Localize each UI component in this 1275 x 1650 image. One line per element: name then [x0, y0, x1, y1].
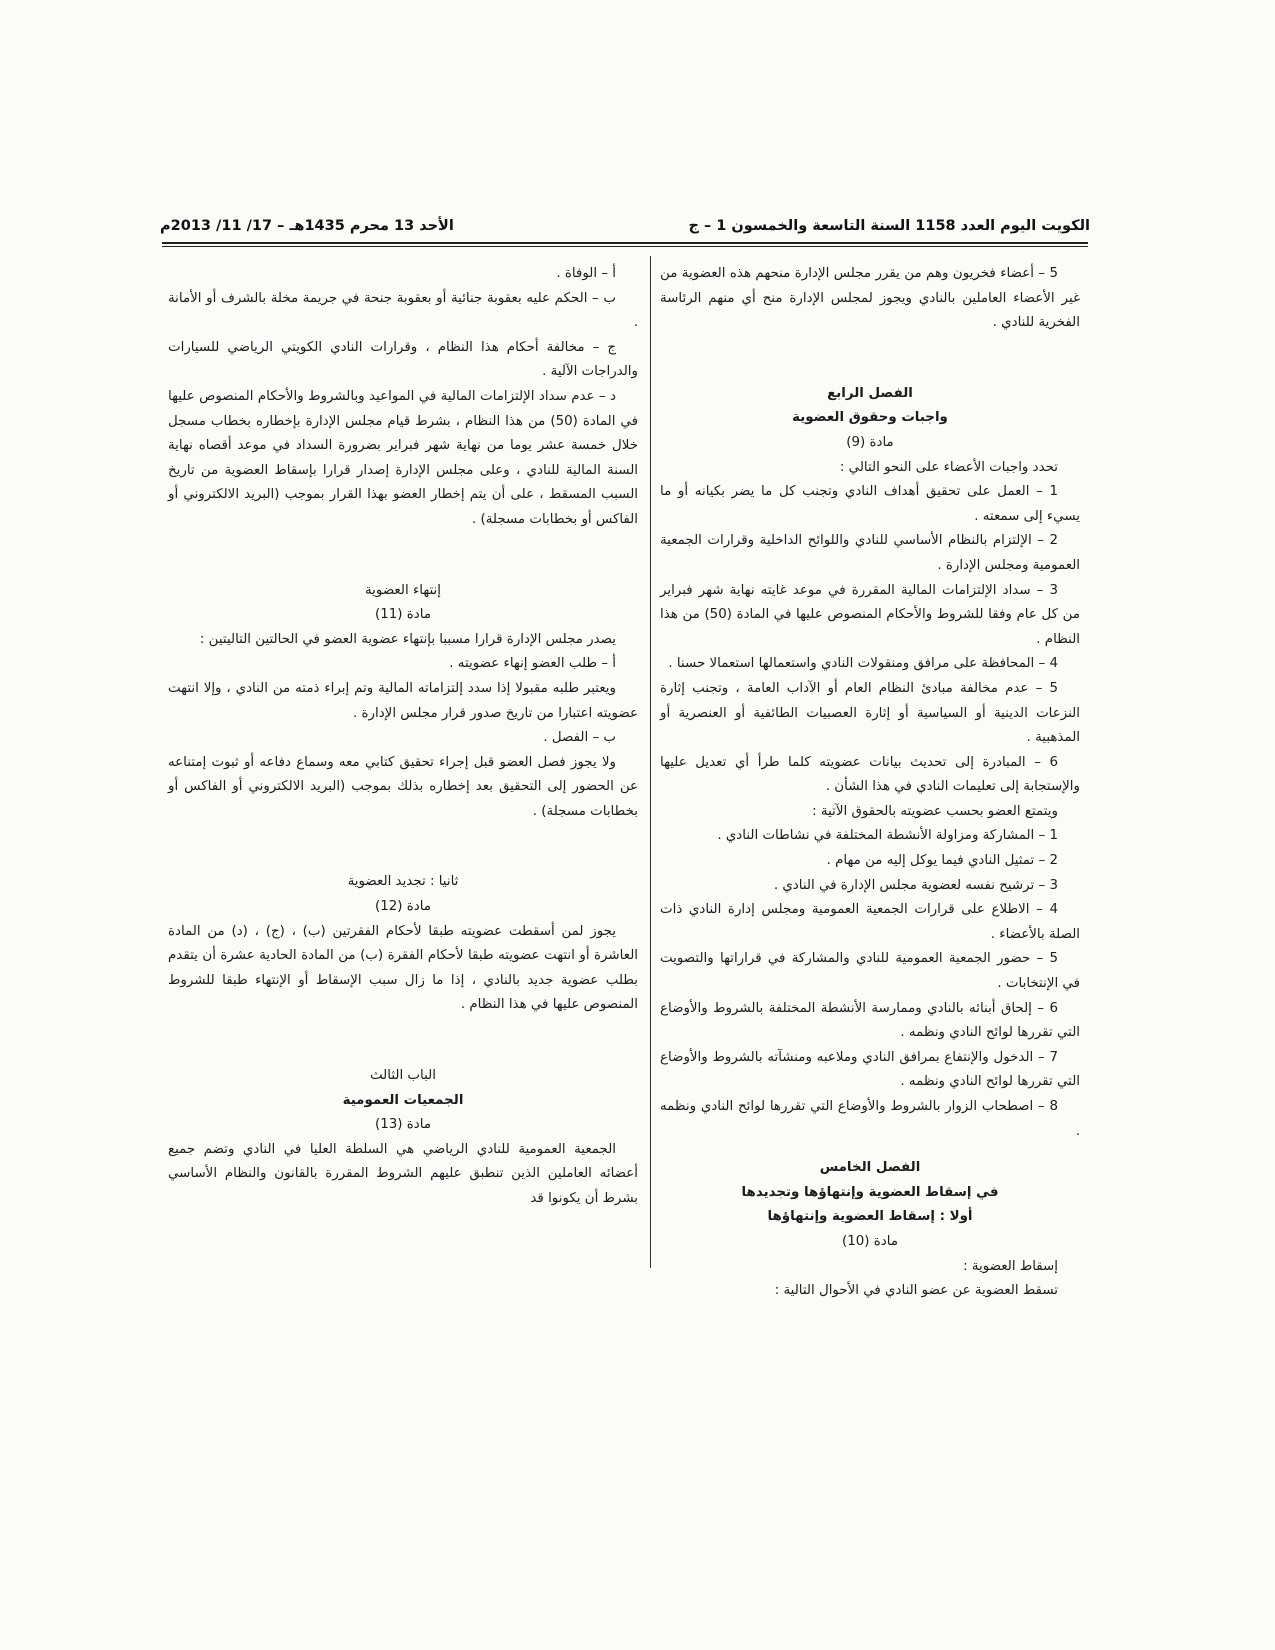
- duty-2: 2 – الإلتزام بالنظام الأساسي للنادي واللوائح الداخلية وقرارات الجمعية العمومية ومجلس الإدارة .: [660, 533, 1080, 573]
- honorary-members-clause: 5 – أعضاء فخريون وهم من يقرر مجلس الإدارة منحهم هذه العضوية من غير الأعضاء العاملين بالنادي ويجوز لمجلس الإدارة منح أي منهم الرئاسة الفخرية للنادي .: [660, 266, 1080, 331]
- revocation-case-d: د – عدم سداد الإلتزامات المالية في المواعيد وبالشروط والأحكام المنصوص عليها في المادة (50) من هذا النظام ، بشرط قيام مجلس الإدارة بإخطاره بخطاب مسجل خلال خمسة عشر يوما من نهاية شهر فبراير بضرورة السداد في موعد أقصاه نهاية السنة المالية للنادي ، وعلى مجلس الإدارة إصدار قرارا بإسقاط العضوية من تاريخ السبب المسقط ، على أن يتم إخطار العضو بهذا القرار بموجب (البريد الالكتروني أو الفاكس أو بخطابات مسجلة) .: [168, 388, 638, 527]
- article-12-label: مادة (12): [375, 899, 431, 915]
- duties-intro: تحدد واجبات الأعضاء على النحو التالي :: [839, 459, 1058, 475]
- article-13-label: مادة (13): [375, 1117, 431, 1133]
- right-1: 1 – المشاركة ومزاولة الأنشطة المختلفة في نشاطات النادي .: [717, 828, 1058, 844]
- chapter5-title: الفصل الخامس: [819, 1160, 921, 1176]
- page-header: [160, 216, 1090, 242]
- article-11-label: مادة (11): [375, 607, 431, 623]
- right-7: 7 – الدخول والإنتفاع بمرافق النادي وملاعبه ومنشآته بالشروط والأوضاع التي تقررها لوائح النادي ونظمه .: [660, 1049, 1080, 1090]
- right-2: 2 – تمثيل النادي فيما يوكل إليه من مهام .: [826, 853, 1058, 869]
- duty-6: 6 – المبادرة إلى تحديث بيانات عضويته كلما طرأ أي تعديل عليها والإستجابة إلى تعليمات النادي في هذا الشأن .: [660, 754, 1080, 795]
- chapter5-subtitle: في إسقاط العضوية وإنتهاؤها وتجديدها: [741, 1184, 999, 1200]
- part3-title: الباب الثالث: [370, 1068, 436, 1084]
- article-11-intro: يصدر مجلس الإدارة قرارا مسببا بإنتهاء عضوية العضو في الحالتين التاليتين :: [199, 631, 616, 647]
- article-11-case-b: ب – الفصل .: [543, 730, 616, 746]
- revocation-intro: تسقط العضوية عن عضو النادي في الأحوال التالية :: [774, 1283, 1058, 1299]
- chapter4-subtitle: واجبات وحقوق العضوية: [792, 410, 948, 426]
- article-11-case-b-detail: ولا يجوز فصل العضو قبل إجراء تحقيق كتابي معه وسماع دفاعه أو ثبوت إمتناعه عن الحضور إلى التحقيق بعد إخطاره بذلك بموجب (البريد الالكتروني أو الفاكس أو بخطابات مسجلة) .: [168, 754, 638, 819]
- article-13-text: الجمعية العمومية للنادي الرياضي هي السلطة العليا في النادي وتضم جميع أعضائه العاملين الذين تنطبق عليهم الشروط المقررة بالقانون والنظام الأساسي بشرط أن يكونوا قد: [168, 1141, 638, 1206]
- termination-title: إنتهاء العضوية: [365, 582, 441, 598]
- header-date: الأحد 13 محرم 1435هـ – 17/ 11/ 2013م: [160, 218, 454, 234]
- chapter4-title: الفصل الرابع: [827, 385, 913, 401]
- column-divider: [650, 256, 651, 1268]
- right-5: 5 – حضور الجمعية العمومية للنادي والمشاركة في قراراتها والتصويت في الإنتخابات .: [660, 951, 1080, 992]
- chapter5-part1: أولا : إسقاط العضوية وإنتهاؤها: [767, 1209, 973, 1225]
- duty-3: 3 – سداد الإلتزامات المالية المقررة في موعد غايته نهاية شهر فبراير من كل عام وفقا للشروط والأحكام المنصوص عليها في المادة (50) من هذا النظام .: [660, 582, 1080, 647]
- right-8: 8 – اصطحاب الزوار بالشروط والأوضاع التي تقررها لوائح النادي ونظمه .: [660, 1099, 1080, 1139]
- article-11-case-a: أ – طلب العضو إنهاء عضويته .: [449, 656, 616, 672]
- header-issue-info: الكويت اليوم العدد 1158 السنة التاسعة والخمسون 1 – ج: [688, 218, 1090, 234]
- duty-1: 1 – العمل على تحقيق أهداف النادي وتجنب كل ما يضر بكيانه أو ما يسيء إلى سمعته .: [660, 484, 1080, 524]
- revocation-case-b: ب – الحكم عليه بعقوبة جنائية أو بعقوبة جنحة في جريمة مخلة بالشرف أو الأمانة .: [168, 290, 638, 331]
- left-column: [168, 262, 638, 1212]
- revocation-case-c: ج – مخالفة أحكام هذا النظام ، وقرارات النادي الكويتي الرياضي للسيارات والدراجات الآلية .: [168, 339, 638, 380]
- article-11-case-a-detail: ويعتبر طلبه مقبولا إذا سدد إلتزاماته المالية وتم إبراء ذمته من النادي ، وإلا انتهت عضويته اعتبارا من تاريخ صدور قرار مجلس الإدارة .: [168, 680, 638, 721]
- duty-4: 4 – المحافظة على مرافق ومنقولات النادي واستعمالها استعمالا حسنا .: [668, 656, 1058, 672]
- header-rule: [162, 242, 1088, 244]
- article-9-label: مادة (9): [846, 434, 894, 450]
- right-4: 4 – الاطلاع على قرارات الجمعية العمومية ومجلس إدارة النادي ذات الصلة بالأعضاء .: [660, 902, 1080, 942]
- rights-intro: ويتمتع العضو بحسب عضويته بالحقوق الآتية :: [812, 803, 1058, 819]
- header-rule-thin: [162, 246, 1088, 247]
- article-12-text: يجوز لمن أسقطت عضويته طبقا لأحكام الفقرتين (ب) ، (ج) ، (د) من المادة العاشرة أو انتهت عضويته طبقا لأحكام الفقرة (ب) من المادة الحادية عشرة أن يتقدم بطلب عضوية جديد بالنادي ، إذا ما زال سبب الإسقاط أو الإنتهاء طبقا للشروط المنصوص عليها في هذا النظام .: [168, 923, 638, 1013]
- revocation-case-a: أ – الوفاة .: [556, 266, 616, 281]
- duty-5: 5 – عدم مخالفة مبادئ النظام العام أو الآداب العامة ، وتجنب إثارة النزعات الدينية أو السياسية أو إثارة العصبيات الطائفية أو العنصرية أو المذهبية .: [660, 680, 1080, 746]
- right-6: 6 – إلحاق أبنائه بالنادي وممارسة الأنشطة المختلفة بالشروط والأوضاع التي تقررها لوائح النادي ونظمه .: [660, 1000, 1080, 1041]
- right-column: [660, 262, 1080, 1304]
- revocation-heading: إسقاط العضوية :: [963, 1258, 1058, 1274]
- right-3: 3 – ترشيح نفسه لعضوية مجلس الإدارة في النادي .: [773, 877, 1058, 893]
- renewal-title: ثانيا : تجديد العضوية: [347, 874, 459, 890]
- article-10-label: مادة (10): [842, 1233, 898, 1249]
- part3-subtitle: الجمعيات العمومية: [342, 1092, 464, 1108]
